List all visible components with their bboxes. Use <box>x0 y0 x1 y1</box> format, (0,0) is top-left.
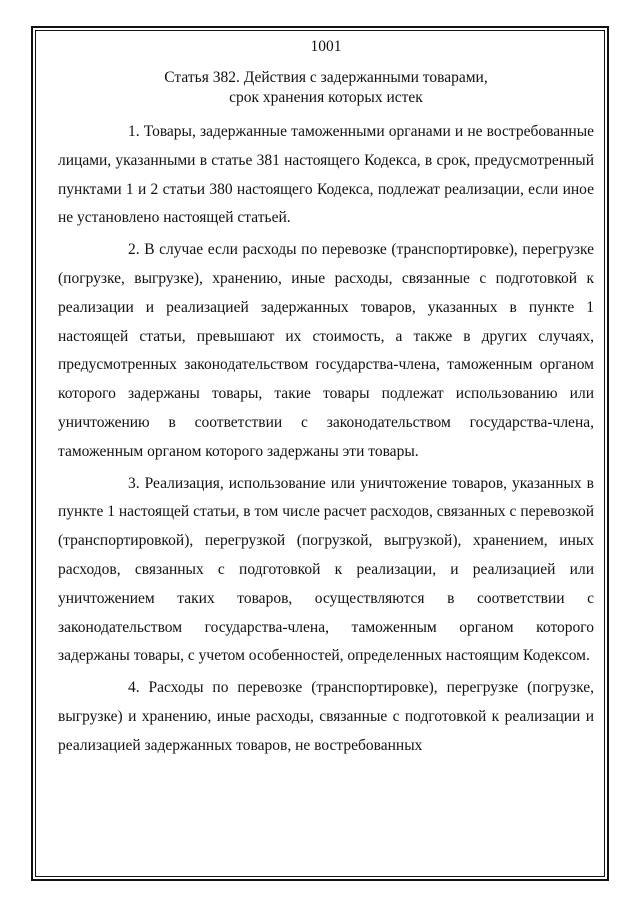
document-body <box>58 36 594 761</box>
article-heading <box>58 68 594 108</box>
page-number: 1001 <box>310 38 342 55</box>
paragraph-4: 4. Расходы по перевозке (транспортировке), перегрузке (погрузке, выгрузке) и хранению, иные расходы, связанные с подготовкой к реализации и реализацией задержанных товаров, не востребованных <box>58 679 594 754</box>
article-title-line-1: Статья 382. Действия с задержанными товарами, <box>164 69 488 86</box>
paragraph-1: 1. Товары, задержанные таможенными органами и не востребованные лицами, указанными в статье 381 настоящего Кодекса, в срок, предусмотренный пунктами 1 и 2 статьи 380 настоящего Кодекса, подлежат реализации, если иное не установлено настоящей статьей. <box>58 123 594 227</box>
paragraph-3: 3. Реализация, использование или уничтожение товаров, указанных в пункте 1 настоящей статьи, в том числе расчет расходов, связанных с перевозкой (транспортировкой), перегрузкой (погрузкой, выгрузкой), хранением, иных расходов, связанных с подготовкой к реализации, и реализацией или уничтожением таких товаров, осуществляются в соответствии с законодательством государства-члена, таможенным органом которого задержаны товары, с учетом особенностей, определенных настоящим Кодексом. <box>58 474 594 665</box>
article-title-line-2: срок хранения которых истек <box>229 89 423 106</box>
paragraph-2: 2. В случае если расходы по перевозке (транспортировке), перегрузке (погрузке, выгрузке), хранению, иные расходы, связанные с подготовкой к реализации и реализацией задержанных товаров, указанных в пункте 1 настоящей статьи, превышают их стоимость, а также в других случаях, предусмотренных законодательством государства-члена, таможенным органом которого задержаны товары, такие товары подлежат использованию или уничтожению в соответствии с законодательством государства-члена, таможенным органом которого задержаны эти товары. <box>58 241 594 460</box>
